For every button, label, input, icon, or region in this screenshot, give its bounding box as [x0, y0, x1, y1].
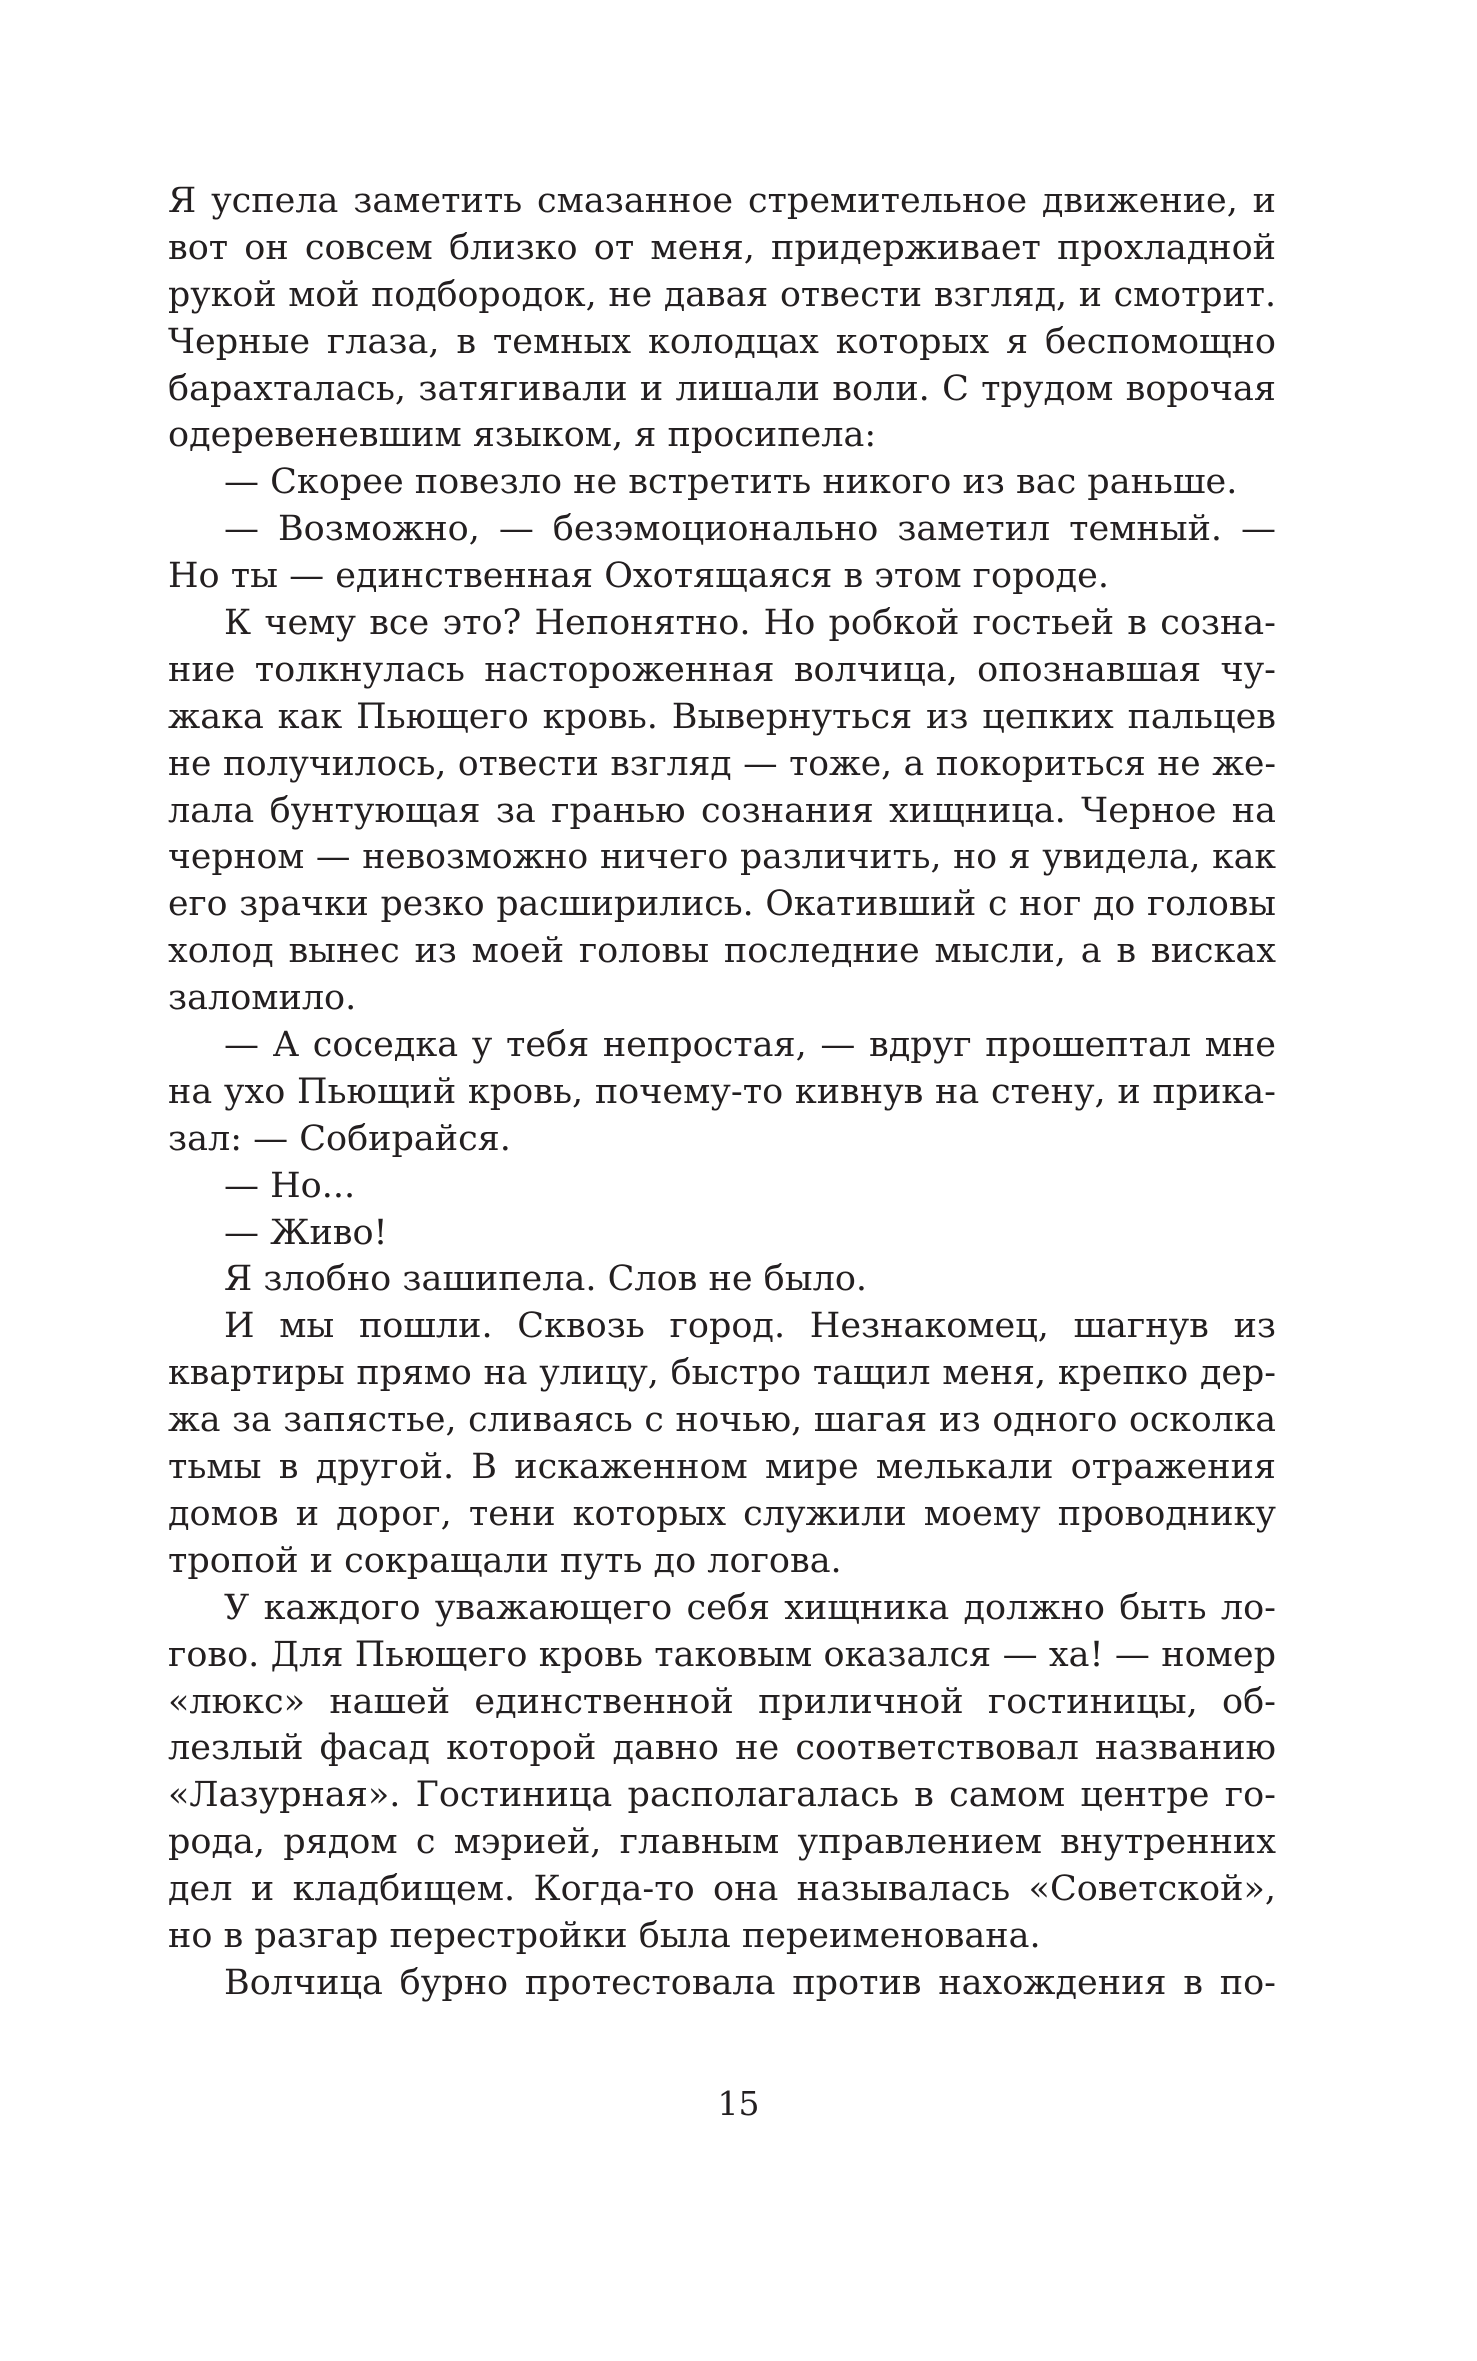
text-line: жака как Пьющего кровь. Вывернуться из цепких пальцев [168, 696, 1276, 737]
text-line: «люкс» нашей единственной приличной гостиницы, об- [168, 1681, 1276, 1722]
text-line: ние толкнулась настороженная волчица, опознавшая чу- [168, 649, 1276, 690]
text-line: тропой и сокращали путь до логова. [168, 1540, 842, 1581]
text-line: черном — невозможно ничего различить, но я увидела, как [168, 837, 1276, 878]
text-line: — Возможно, — безэмоционально заметил темный. — [224, 509, 1276, 550]
text-line: рукой мой подбородок, не давая отвести взгляд, и смотрит. [168, 274, 1276, 315]
text-line: рода, рядом с мэрией, главным управлением внутренних [168, 1822, 1276, 1863]
text-line: — Скорее повезло не встретить никого из вас раньше. [224, 462, 1238, 503]
text-line: барахталась, затягивали и лишали воли. С трудом ворочая [168, 368, 1276, 409]
text-line: И мы пошли. Сквозь город. Незнакомец, шагнув из [224, 1306, 1276, 1347]
text-line: вот он совсем близко от меня, придерживает прохладной [168, 227, 1276, 268]
text-line: — Но... [224, 1165, 356, 1206]
text-line: гово. Для Пьющего кровь таковым оказался — ха! — номер [168, 1634, 1276, 1675]
text-line: но в разгар перестройки была переименована. [168, 1915, 1041, 1956]
text-line: Волчица бурно протестовала против нахождения в по- [224, 1962, 1276, 2003]
text-line: Черные глаза, в темных колодцах которых я беспомощно [168, 321, 1276, 362]
text-line: одеревеневшим языком, я просипела: [168, 415, 877, 456]
book-page-text [168, 178, 1276, 2007]
text-line: на ухо Пьющий кровь, почему-то кивнув на стену, и прика- [168, 1071, 1276, 1112]
text-line: Я успела заметить смазанное стремительное движение, и [168, 181, 1276, 221]
text-line: — А соседка у тебя непростая, — вдруг прошептал мне [224, 1025, 1276, 1066]
text-line: К чему все это? Непонятно. Но робкой гостьей в созна- [224, 603, 1276, 644]
text-line: не получилось, отвести взгляд — тоже, а покориться не же- [168, 743, 1276, 784]
text-line: домов и дорог, тени которых служили моему проводнику [168, 1493, 1276, 1534]
text-line: квартиры прямо на улицу, быстро тащил меня, крепко дер- [168, 1353, 1276, 1394]
text-line: У каждого уважающего себя хищника должно быть ло- [224, 1587, 1276, 1628]
text-line: лала бунтующая за гранью сознания хищница. Черное на [168, 790, 1276, 831]
text-line: лезлый фасад которой давно не соответствовал названию [168, 1728, 1276, 1769]
text-line: тьмы в другой. В искаженном мире мелькали отражения [168, 1447, 1276, 1488]
text-line: его зрачки резко расширились. Окативший с ног до головы [168, 884, 1276, 925]
text-line: — Живо! [224, 1212, 388, 1253]
text-line: зал: — Собирайся. [168, 1118, 511, 1159]
text-line: Но ты — единственная Охотящаяся в этом городе. [168, 556, 1109, 597]
text-line: жа за запястье, сливаясь с ночью, шагая из одного осколка [168, 1400, 1276, 1441]
text-line: Я злобно зашипела. Слов не было. [224, 1259, 868, 1300]
text-line: заломило. [168, 978, 357, 1019]
text-line: дел и кладбищем. Когда-то она называлась «Советской», [168, 1869, 1276, 1910]
text-line: холод вынес из моей головы последние мысли, а в висках [168, 931, 1276, 972]
page-number: 15 [717, 2084, 760, 2123]
text-line: «Лазурная». Гостиница располагалась в самом центре го- [168, 1775, 1276, 1816]
